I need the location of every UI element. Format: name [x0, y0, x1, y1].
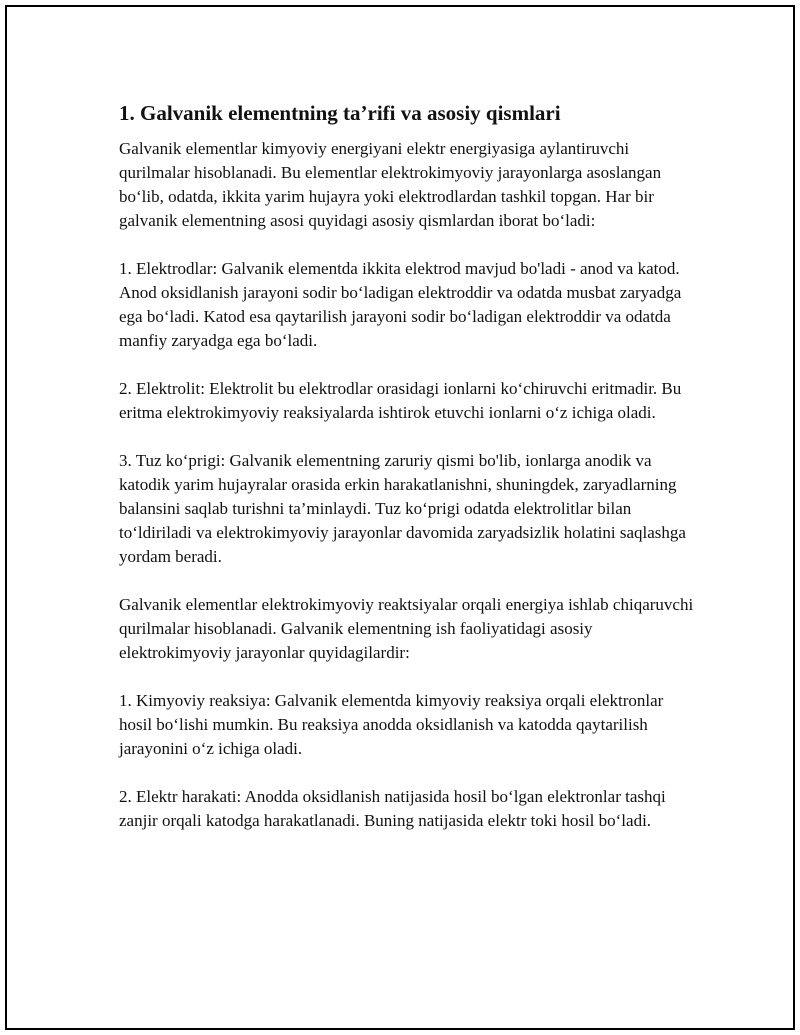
section-title: 1. Galvanik elementning ta’rifi va asosiy qismlari — [119, 101, 561, 125]
electrodes-paragraph: 1. Elektrodlar: Galvanik elementda ikkita elektrod mavjud bo'ladi - anod va katod. Anod oksidlanish jarayoni sodir bo‘ladigan elektroddir va odatda musbat zaryadga ega bo‘ladi. Katod esa qaytarilish jarayoni sodir bo‘ladigan elektroddir va odatda manfiy zaryadga ega bo‘ladi. — [119, 259, 682, 350]
salt-bridge-paragraph: 3. Tuz ko‘prigi: Galvanik elementning zaruriy qismi bo'lib, ionlarga anodik va katodik yarim hujayralar orasida erkin harakatlanishni, shuningdek, zaryadlarning balansini saqlab turishni ta’minlaydi. Tuz ko‘prigi odatda elektrolitlar bilan to‘ldiriladi va elektrokimyoviy jarayonlar davomida zaryadsizlik holatini saqlashga yordam beradi. — [119, 451, 686, 566]
electrolyte-paragraph: 2. Elektrolit: Elektrolit bu elektrodlar orasidagi ionlarni ko‘chiruvchi eritmadir. Bu eritma elektrokimyoviy reaksiyalarda ishtirok etuvchi ionlarni o‘z ichiga oladi. — [119, 379, 682, 422]
document-body — [119, 99, 694, 857]
processes-intro-paragraph: Galvanik elementlar elektrokimyoviy reaktsiyalar orqali energiya ishlab chiqaruvchi qurilmalar hisoblanadi. Galvanik elementning ish faoliyatidagi asosiy elektrokimyoviy jarayonlar quyidagilardir: — [119, 595, 694, 662]
electric-motion-paragraph: 2. Elektr harakati: Anodda oksidlanish natijasida hosil bo‘lgan elektronlar tashqi zanjir orqali katodga harakatlanadi. Buning natijasida elektr toki hosil bo‘ladi. — [119, 787, 666, 830]
chemical-reaction-paragraph: 1. Kimyoviy reaksiya: Galvanik elementda kimyoviy reaksiya orqali elektronlar hosil bo‘lishi mumkin. Bu reaksiya anodda oksidlanish va katodda qaytarilish jarayonini o‘z ichiga oladi. — [119, 691, 664, 758]
intro-paragraph: Galvanik elementlar kimyoviy energiyani elektr energiyasiga aylantiruvchi qurilmalar hisoblanadi. Bu elementlar elektrokimyoviy jarayonlarga asoslangan bo‘lib, odatda, ikkita yarim hujayra yoki elektrodlardan tashkil topgan. Har bir galvanik elementning asosi quyidagi asosiy qismlardan iborat bo‘ladi: — [119, 139, 662, 230]
page-frame — [5, 5, 795, 1030]
